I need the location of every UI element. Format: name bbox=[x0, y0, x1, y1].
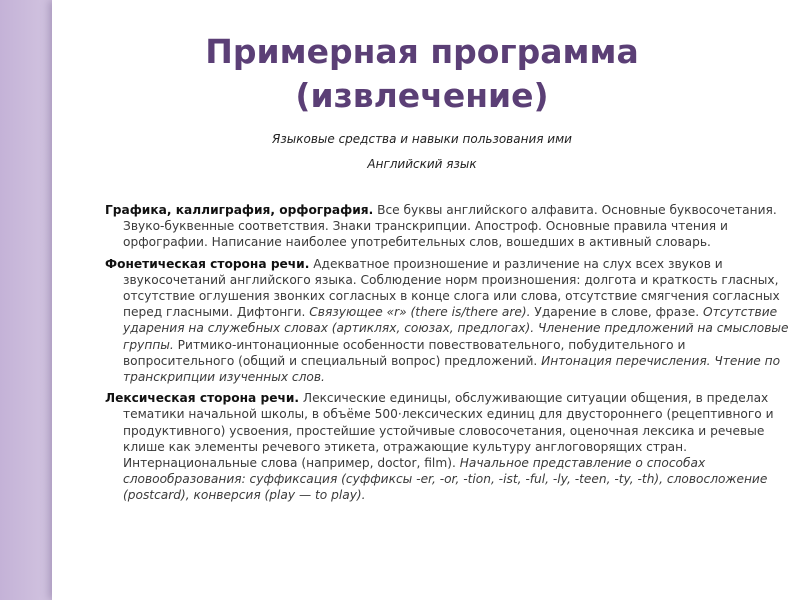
section-phonetic bbox=[105, 256, 795, 386]
section-text-graphics: Все буквы английского алфавита. Основные буквосочетания. Звуко-буквенные соответствия. Знаки транскрипции. Апостроф. Основные правила чтения и орфографии. Написание наиболее употребительных слов, вошедших в активный словарь. bbox=[123, 203, 777, 250]
section-text-lexical: Лексические единицы, обслуживающие ситуации общения, в пределах тематики начальной школы, в объёме 500·лексических единиц для двустороннего (рецептивного и продуктивного) усвоения, простейшие устойчивые словосочетания, оценочная лексика и речевые клише как элементы речевого этикета, отражающие культуру англоговорящих стран. Интернациональные слова (например, doctor, film). bbox=[123, 391, 774, 471]
phonetic-italic-2: Отсутствие ударения на служебных словах (артиклях, союзах, предлогах). Членение предложений на смысловые группы. bbox=[123, 305, 789, 352]
phonetic-text-2: Ударение в слове, фразе. bbox=[530, 305, 703, 320]
section-heading-lexical: Лексическая сторона речи. bbox=[105, 391, 300, 406]
title-line-2: (извлечение) bbox=[295, 76, 549, 115]
section-graphics bbox=[105, 202, 795, 251]
phonetic-italic-1: Связующее «r» (there is/there are). bbox=[309, 305, 531, 320]
title-line-1: Примерная программа bbox=[205, 32, 639, 71]
content-body bbox=[105, 202, 795, 509]
phonetic-text-1: Адекватное произношение и различение на слух всех звуков и звукосочетаний английского языка. Соблюдение норм произношения: долгота и краткость гласных, отсутствие оглушения звонких согласных в конце слога или слова, отсутствие смягчения согласных перед гласными. Дифтонги. bbox=[123, 256, 780, 320]
phonetic-italic-3: Интонация перечисления. Чтение по транскрипции изученных слов. bbox=[123, 353, 781, 385]
lexical-italic: Начальное представление о способах словообразования: суффиксация (суффиксы -er, -or, -tion, -ist, -ful, -ly, -teen, -ty, -th), словосложение (postcard), конверсия (play — to play). bbox=[123, 456, 768, 503]
phonetic-text-3: Ритмико-интонационные особенности повествовательного, побудительного и вопросительного (общий и специальный вопрос) предложений. bbox=[123, 337, 686, 368]
page-title bbox=[52, 30, 792, 118]
subtitle-line-2: Английский язык bbox=[367, 157, 477, 171]
decorative-sidebar bbox=[0, 0, 52, 600]
subtitle-line-1: Языковые средства и навыки пользования ими bbox=[272, 132, 572, 146]
section-lexical bbox=[105, 390, 795, 503]
section-heading-phonetic: Фонетическая сторона речи. bbox=[105, 256, 310, 271]
section-heading-graphics: Графика, каллиграфия, орфография. bbox=[105, 203, 374, 217]
